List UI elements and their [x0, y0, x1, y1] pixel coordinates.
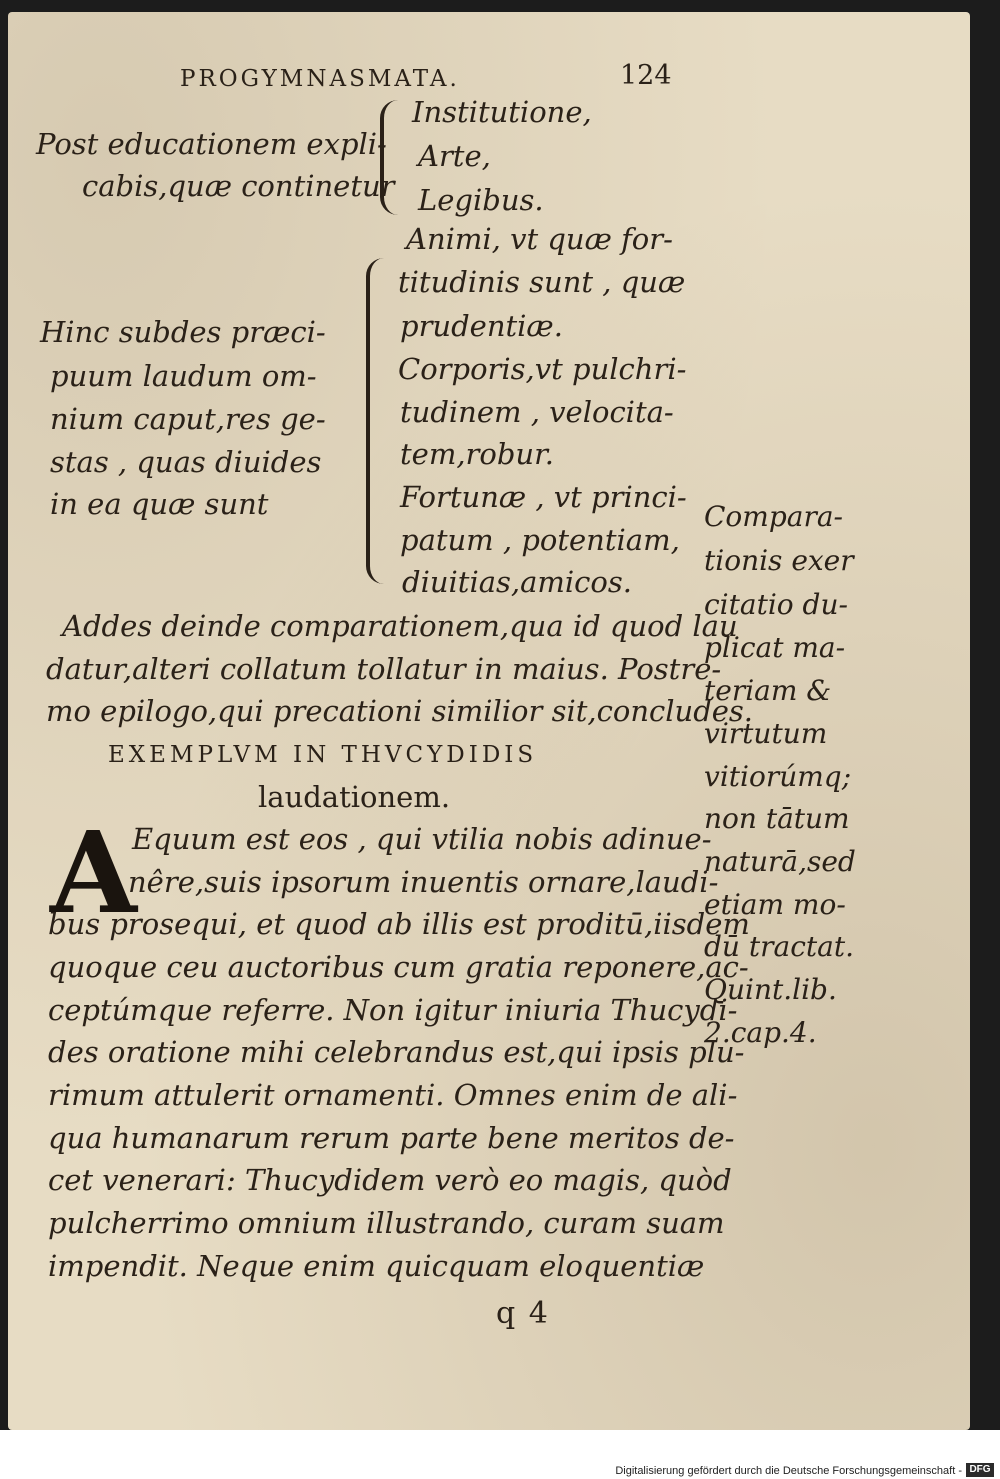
paragraph1-line2: datur,alteri collatum tollatur in maius. Postre- — [46, 652, 722, 686]
footer-credit: Digitalisierung gefördert durch die Deutsche Forschungsgemeinschaft - — [615, 1465, 962, 1477]
paragraph2-line9: cet venerari: Thucydidem verò eo magis, quòd — [48, 1163, 732, 1197]
section2-item-2: titudinis sunt , quæ — [398, 265, 686, 299]
page-number: 124 — [620, 60, 672, 91]
section1-lead-line2: cabis,quæ continetur — [82, 169, 395, 203]
margin-note-line1: Compara- — [704, 500, 843, 533]
paragraph2-line11: impendit. Neque enim quicquam eloquentiæ — [48, 1249, 705, 1283]
margin-note-line11: dū tractat. — [704, 930, 854, 963]
example-heading: EXEMPLVM IN THVCYDIDIS — [108, 742, 538, 768]
paragraph2-line2: nêre,suis ipsorum inuentis ornare,laudi- — [128, 865, 719, 899]
section2-item-1: Animi, vt quæ for- — [406, 222, 673, 256]
signature-mark: q 4 — [496, 1296, 550, 1331]
margin-note-line6: virtutum — [704, 717, 828, 750]
paragraph1-line3: mo epilogo,qui precationi similior sit,concludes. — [46, 694, 754, 728]
paragraph2-line5: ceptúmque referre. Non igitur iniuria Thucydi- — [48, 993, 738, 1027]
margin-note-line2: tionis exer — [704, 544, 854, 577]
margin-note-line7: vitiorúmq; — [704, 760, 852, 793]
section2-item-3: prudentiæ. — [400, 309, 563, 343]
section2-lead-line2: puum laudum om- — [50, 359, 317, 393]
section1-item-1: Institutione, — [412, 95, 592, 129]
section1-item-2: Arte, — [418, 139, 491, 173]
paragraph2-line4: quoque ceu auctoribus cum gratia reponere,ac- — [48, 950, 749, 984]
margin-note-line9: naturā,sed — [704, 845, 856, 878]
margin-note-line5: teriam & — [704, 674, 832, 707]
section2-item-9: diuitias,amicos. — [402, 565, 632, 599]
section2-lead-line5: in ea quæ sunt — [50, 487, 269, 521]
section2-item-8: patum , potentiam, — [400, 523, 680, 557]
section2-brace — [366, 258, 388, 584]
section1-lead-line1: Post educationem expli- — [36, 127, 387, 161]
section2-lead-line4: stas , quas diuides — [50, 445, 322, 479]
paragraph2-line8: qua humanarum rerum parte bene meritos de- — [48, 1121, 735, 1155]
paragraph1-line1: Addes deinde comparationem,qua id quod lau — [62, 609, 738, 643]
paragraph2-line10: pulcherrimo omnium illustrando, curam suam — [48, 1206, 725, 1240]
section1-item-3: Legibus. — [418, 183, 544, 217]
dfg-logo: DFG — [966, 1463, 994, 1477]
paragraph2-line1: Equum est eos , qui vtilia nobis adinue- — [132, 822, 712, 856]
section2-lead-line3: nium caput,res ge- — [50, 402, 326, 436]
paragraph2-line7: rimum attulerit ornamenti. Omnes enim de ali- — [48, 1078, 738, 1112]
section2-lead-line1: Hinc subdes præci- — [40, 315, 326, 349]
margin-note-line3: citatio du- — [704, 588, 848, 621]
margin-note-line12: Quint.lib. — [704, 973, 837, 1006]
drop-cap: A — [50, 808, 137, 939]
margin-note-line13: 2.cap.4. — [704, 1016, 817, 1049]
paragraph2-line3: bus prosequi, et quod ab illis est proditū,iisdem — [48, 907, 750, 941]
section2-item-4: Corporis,vt pulchri- — [398, 352, 687, 386]
section2-item-7: Fortunæ , vt princi- — [400, 480, 687, 514]
running-title: PROGYMNASMATA. — [180, 66, 460, 92]
example-subheading: laudationem. — [258, 780, 451, 814]
section2-item-6: tem,robur. — [400, 437, 554, 471]
section2-item-5: tudinem , velocita- — [400, 395, 674, 429]
margin-note-line8: non tātum — [704, 802, 850, 835]
margin-note-line10: etiam mo- — [704, 888, 846, 921]
margin-note-line4: plicat ma- — [704, 631, 846, 664]
paragraph2-line6: des oratione mihi celebrandus est,qui ipsis plu- — [48, 1035, 745, 1069]
section1-brace — [380, 100, 400, 215]
